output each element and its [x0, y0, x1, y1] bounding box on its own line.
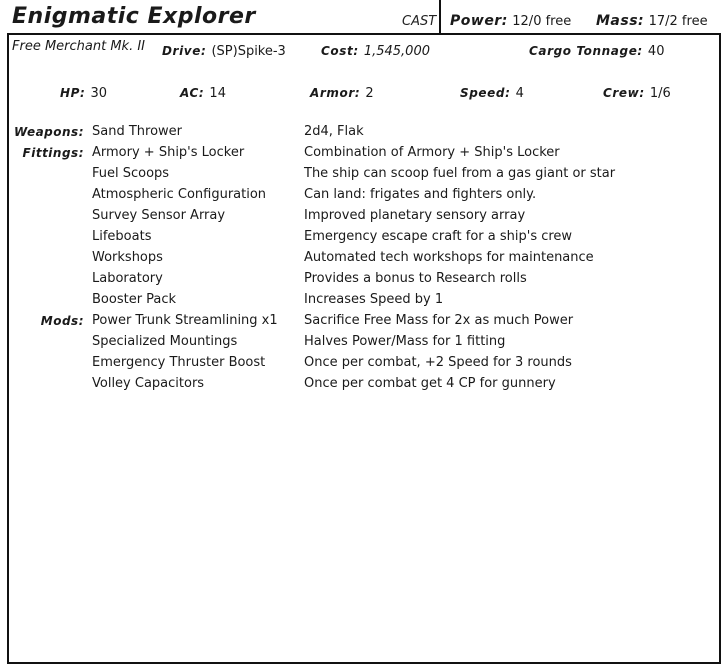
- row-description: Combination of Armory + Ship's Locker: [304, 145, 560, 160]
- row-category: Mods:: [40, 314, 84, 328]
- row-description: Provides a bonus to Research rolls: [304, 271, 527, 286]
- equipment-row: [0, 290, 726, 311]
- equipment-row: [0, 185, 726, 206]
- row-description: Can land: frigates and fighters only.: [304, 187, 537, 202]
- row-description: Automated tech workshops for maintenance: [304, 250, 594, 265]
- drive-field: [162, 40, 286, 59]
- stat-armor: [310, 82, 374, 101]
- row-name: Laboratory: [92, 271, 163, 286]
- equipment-row: [0, 206, 726, 227]
- equipment-row: [0, 269, 726, 290]
- cargo-field: [529, 40, 664, 59]
- row-name: Survey Sensor Array: [92, 208, 226, 223]
- equipment-row: [0, 122, 726, 143]
- row-name: Power Trunk Streamlining x1: [92, 313, 278, 328]
- row-description: 2d4, Flak: [304, 124, 364, 139]
- cost-value: 1,545,000: [363, 44, 430, 59]
- row-name: Emergency Thruster Boost: [92, 355, 266, 370]
- row-name: Lifeboats: [92, 229, 152, 244]
- row-name: Specialized Mountings: [92, 334, 238, 349]
- drive-value: (SP)Spike-3: [211, 44, 286, 59]
- row-name: Sand Thrower: [92, 124, 183, 139]
- mass-value: 17/2 free: [648, 14, 708, 29]
- cargo-value: 40: [647, 44, 665, 59]
- row-description: Halves Power/Mass for 1 fitting: [304, 334, 506, 349]
- stat-value: 30: [90, 86, 108, 101]
- cost-label: Cost:: [321, 44, 359, 58]
- equipment-row: [0, 353, 726, 374]
- stat-hp: [60, 82, 107, 101]
- row-name: Atmospheric Configuration: [92, 187, 267, 202]
- row-category: Weapons:: [13, 125, 84, 139]
- cost-field: [321, 40, 430, 59]
- ship-name: Enigmatic Explorer: [12, 4, 256, 29]
- row-name: Booster Pack: [92, 292, 177, 307]
- equipment-row: [0, 164, 726, 185]
- drive-label: Drive:: [162, 44, 207, 58]
- mass-label: Mass:: [596, 13, 645, 29]
- row-description: The ship can scoop fuel from a gas giant or star: [304, 166, 616, 181]
- hull-type: Free Merchant Mk. II: [12, 39, 146, 54]
- row-name: Volley Capacitors: [92, 376, 205, 391]
- stat-ac: [180, 82, 226, 101]
- equipment-row: [0, 374, 726, 395]
- stat-label: AC:: [180, 86, 205, 100]
- row-name: Fuel Scoops: [92, 166, 170, 181]
- cargo-label: Cargo Tonnage:: [529, 44, 643, 58]
- equipment-row: [0, 248, 726, 269]
- stat-value: 4: [515, 86, 524, 101]
- stat-speed: [460, 82, 524, 101]
- equipment-row: [0, 227, 726, 248]
- stat-label: Armor:: [310, 86, 361, 100]
- row-name: Workshops: [92, 250, 163, 265]
- equipment-row: [0, 143, 726, 164]
- stat-crew: [603, 82, 671, 101]
- row-description: Once per combat, +2 Speed for 3 rounds: [304, 355, 572, 370]
- stat-value: 14: [209, 86, 226, 101]
- power-label: Power:: [450, 13, 508, 29]
- row-description: Once per combat get 4 CP for gunnery: [304, 376, 556, 391]
- row-description: Improved planetary sensory array: [304, 208, 526, 223]
- power-value: 12/0 free: [512, 14, 572, 29]
- equipment-row: [0, 311, 726, 332]
- stat-value: 1/6: [649, 86, 671, 101]
- stat-label: Crew:: [603, 86, 645, 100]
- power-field: [450, 13, 571, 29]
- equipment-row: [0, 332, 726, 353]
- row-description: Increases Speed by 1: [304, 292, 444, 307]
- stat-label: Speed:: [460, 86, 511, 100]
- row-name: Armory + Ship's Locker: [92, 145, 245, 160]
- mass-field: [596, 13, 708, 29]
- stat-label: HP:: [60, 86, 86, 100]
- cast-label: CAST: [402, 14, 437, 29]
- stat-value: 2: [365, 86, 374, 101]
- row-description: Sacrifice Free Mass for 2x as much Power: [304, 313, 574, 328]
- row-category: Fittings:: [22, 146, 84, 160]
- row-description: Emergency escape craft for a ship's crew: [304, 229, 573, 244]
